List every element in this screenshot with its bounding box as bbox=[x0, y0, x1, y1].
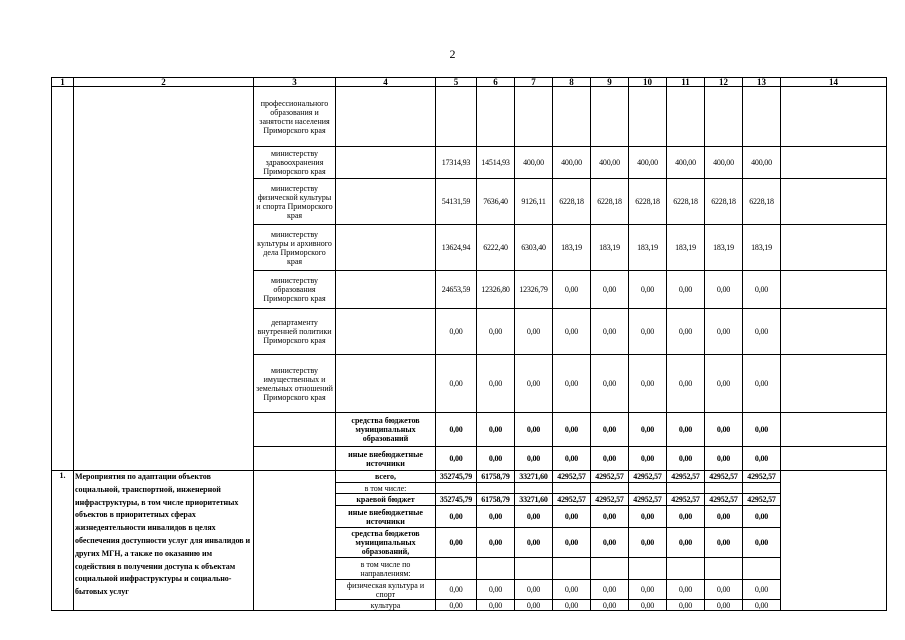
item-value-cell: 33271,60 bbox=[515, 471, 553, 483]
recipient-cell: министерству имущественных и земельных отношений Приморского края bbox=[254, 355, 336, 413]
value-cell: 0,00 bbox=[591, 271, 629, 309]
value-cell: 0,00 bbox=[743, 355, 781, 413]
header-cell: 3 bbox=[254, 78, 336, 87]
value-cell: 400,00 bbox=[705, 147, 743, 179]
item-value-cell: 0,00 bbox=[591, 580, 629, 600]
value-cell: 7636,40 bbox=[477, 179, 515, 225]
item-value-cell: 0,00 bbox=[591, 600, 629, 611]
table-row bbox=[52, 87, 887, 147]
item-value-cell: 0,00 bbox=[743, 528, 781, 558]
item-value-cell: 0,00 bbox=[515, 528, 553, 558]
value-cell: 0,00 bbox=[743, 309, 781, 355]
page-number: 2 bbox=[449, 47, 456, 61]
item-value-cell bbox=[667, 483, 705, 494]
value-cell: 0,00 bbox=[515, 309, 553, 355]
item-value-cell bbox=[477, 483, 515, 494]
item-value-cell: 352745,79 bbox=[436, 494, 477, 506]
col14-cell bbox=[781, 271, 887, 309]
value-cell: 0,00 bbox=[553, 355, 591, 413]
value-cell: 0,00 bbox=[591, 355, 629, 413]
item-value-cell: 0,00 bbox=[515, 600, 553, 611]
item-value-cell bbox=[591, 558, 629, 580]
value-cell: 0,00 bbox=[629, 271, 667, 309]
col14-cell bbox=[781, 309, 887, 355]
value-cell: 0,00 bbox=[743, 447, 781, 471]
item-number: 1. bbox=[52, 471, 74, 611]
item-value-cell: 0,00 bbox=[553, 600, 591, 611]
item-value-cell bbox=[591, 483, 629, 494]
item-value-cell bbox=[705, 483, 743, 494]
col2-cell bbox=[74, 87, 254, 471]
value-cell: 183,19 bbox=[743, 225, 781, 271]
item-value-cell: 0,00 bbox=[667, 506, 705, 528]
item-value-cell: 0,00 bbox=[705, 600, 743, 611]
value-cell: 400,00 bbox=[667, 147, 705, 179]
value-cell: 0,00 bbox=[667, 309, 705, 355]
col14-cell bbox=[781, 413, 887, 447]
header-cell: 14 bbox=[781, 78, 887, 87]
value-cell: 0,00 bbox=[553, 309, 591, 355]
item-value-cell bbox=[629, 483, 667, 494]
item-value-cell: 0,00 bbox=[436, 528, 477, 558]
value-cell: 183,19 bbox=[667, 225, 705, 271]
item-value-cell: 0,00 bbox=[515, 580, 553, 600]
item-value-cell: 0,00 bbox=[629, 528, 667, 558]
value-cell: 0,00 bbox=[629, 309, 667, 355]
item-value-cell bbox=[743, 483, 781, 494]
item-source-cell: всего, bbox=[336, 471, 436, 483]
header-cell: 13 bbox=[743, 78, 781, 87]
item-value-cell: 0,00 bbox=[436, 580, 477, 600]
item-value-cell: 42952,57 bbox=[553, 471, 591, 483]
source-cell bbox=[336, 179, 436, 225]
item-value-cell: 0,00 bbox=[705, 580, 743, 600]
item-value-cell bbox=[477, 558, 515, 580]
item-value-cell bbox=[515, 483, 553, 494]
source-cell bbox=[336, 225, 436, 271]
value-cell: 0,00 bbox=[705, 355, 743, 413]
item-source-cell: в том числе по направлениям: bbox=[336, 558, 436, 580]
item-value-cell: 0,00 bbox=[477, 506, 515, 528]
value-cell: 6228,18 bbox=[743, 179, 781, 225]
value-cell: 0,00 bbox=[667, 271, 705, 309]
value-cell: 6228,18 bbox=[667, 179, 705, 225]
value-cell: 400,00 bbox=[553, 147, 591, 179]
item-value-cell: 0,00 bbox=[553, 580, 591, 600]
value-cell: 0,00 bbox=[553, 271, 591, 309]
item-value-cell bbox=[436, 483, 477, 494]
value-cell bbox=[629, 87, 667, 147]
item-value-cell: 0,00 bbox=[436, 506, 477, 528]
source-cell: средства бюджетов муниципальных образований bbox=[336, 413, 436, 447]
value-cell: 0,00 bbox=[515, 355, 553, 413]
item-value-cell: 0,00 bbox=[667, 528, 705, 558]
item-source-cell: физическая культура и спорт bbox=[336, 580, 436, 600]
item-value-cell: 0,00 bbox=[743, 580, 781, 600]
value-cell: 183,19 bbox=[553, 225, 591, 271]
item-value-cell: 352745,79 bbox=[436, 471, 477, 483]
item-value-cell: 42952,57 bbox=[591, 494, 629, 506]
item-value-cell: 33271,60 bbox=[515, 494, 553, 506]
value-cell: 0,00 bbox=[743, 271, 781, 309]
col14-cell bbox=[781, 147, 887, 179]
value-cell: 0,00 bbox=[553, 413, 591, 447]
value-cell: 0,00 bbox=[436, 447, 477, 471]
value-cell: 6228,18 bbox=[705, 179, 743, 225]
value-cell: 183,19 bbox=[629, 225, 667, 271]
item-value-cell bbox=[553, 483, 591, 494]
item-source-cell: иные внебюджетные источники bbox=[336, 506, 436, 528]
value-cell: 0,00 bbox=[477, 413, 515, 447]
item-value-cell: 0,00 bbox=[553, 528, 591, 558]
item-title: Мероприятия по адаптации объектов социальной, транспортной, инженерной инфраструктуры, в том числе приоритетных объектов в приоритетных сферах жизнедеятельности инвалидов в целях обеспечения доступности услуг для инвалидов и других МГН, а также по оказанию им содействия в получении доступа к объектам социальной инфраструктуры и социально-бытовых услуг bbox=[74, 471, 254, 611]
value-cell: 0,00 bbox=[667, 355, 705, 413]
item-source-cell: в том числе: bbox=[336, 483, 436, 494]
item-value-cell: 42952,57 bbox=[553, 494, 591, 506]
value-cell: 400,00 bbox=[515, 147, 553, 179]
value-cell bbox=[591, 87, 629, 147]
value-cell: 0,00 bbox=[436, 413, 477, 447]
item-value-cell bbox=[436, 558, 477, 580]
value-cell: 6228,18 bbox=[553, 179, 591, 225]
item-source-cell: культура bbox=[336, 600, 436, 611]
item-value-cell: 42952,57 bbox=[629, 494, 667, 506]
header-row bbox=[52, 78, 887, 87]
col14-cell bbox=[781, 355, 887, 413]
item-value-cell: 61758,79 bbox=[477, 471, 515, 483]
header-cell: 8 bbox=[553, 78, 591, 87]
value-cell bbox=[667, 87, 705, 147]
recipient-cell: министерству физической культуры и спорта Приморского края bbox=[254, 179, 336, 225]
item-value-cell: 0,00 bbox=[743, 506, 781, 528]
item-value-cell: 0,00 bbox=[629, 580, 667, 600]
value-cell: 6228,18 bbox=[629, 179, 667, 225]
value-cell bbox=[436, 87, 477, 147]
value-cell: 0,00 bbox=[591, 309, 629, 355]
header-cell: 4 bbox=[336, 78, 436, 87]
value-cell bbox=[705, 87, 743, 147]
value-cell: 54131,59 bbox=[436, 179, 477, 225]
header-cell: 1 bbox=[52, 78, 74, 87]
item-value-cell bbox=[743, 558, 781, 580]
col1-cell bbox=[52, 87, 74, 471]
item-recipient-cell bbox=[254, 471, 336, 611]
value-cell: 0,00 bbox=[591, 413, 629, 447]
item-value-cell: 42952,57 bbox=[705, 494, 743, 506]
item-value-cell: 0,00 bbox=[705, 506, 743, 528]
item-value-cell: 0,00 bbox=[436, 600, 477, 611]
value-cell: 9126,11 bbox=[515, 179, 553, 225]
item-source-cell: средства бюджетов муниципальных образований, bbox=[336, 528, 436, 558]
value-cell: 0,00 bbox=[591, 447, 629, 471]
header-cell: 12 bbox=[705, 78, 743, 87]
header-cell: 7 bbox=[515, 78, 553, 87]
value-cell: 6303,40 bbox=[515, 225, 553, 271]
value-cell bbox=[515, 87, 553, 147]
header-cell: 9 bbox=[591, 78, 629, 87]
value-cell: 0,00 bbox=[436, 309, 477, 355]
item-value-cell bbox=[629, 558, 667, 580]
value-cell: 183,19 bbox=[705, 225, 743, 271]
item-value-cell: 42952,57 bbox=[743, 471, 781, 483]
item-value-cell: 0,00 bbox=[629, 600, 667, 611]
value-cell: 0,00 bbox=[667, 447, 705, 471]
value-cell bbox=[553, 87, 591, 147]
recipient-cell bbox=[254, 413, 336, 447]
value-cell: 13624,94 bbox=[436, 225, 477, 271]
item-value-cell: 42952,57 bbox=[591, 471, 629, 483]
item-value-cell: 42952,57 bbox=[743, 494, 781, 506]
value-cell: 400,00 bbox=[743, 147, 781, 179]
value-cell: 14514,93 bbox=[477, 147, 515, 179]
item-value-cell: 0,00 bbox=[477, 600, 515, 611]
source-cell: иные внебюджетные источники bbox=[336, 447, 436, 471]
col14-cell bbox=[781, 225, 887, 271]
header-cell: 5 bbox=[436, 78, 477, 87]
recipient-cell: министерству образования Приморского края bbox=[254, 271, 336, 309]
item-value-cell: 0,00 bbox=[629, 506, 667, 528]
value-cell: 0,00 bbox=[477, 309, 515, 355]
item-value-cell bbox=[515, 558, 553, 580]
recipient-cell bbox=[254, 447, 336, 471]
value-cell: 6228,18 bbox=[591, 179, 629, 225]
value-cell: 0,00 bbox=[515, 413, 553, 447]
value-cell bbox=[743, 87, 781, 147]
value-cell: 17314,93 bbox=[436, 147, 477, 179]
value-cell bbox=[477, 87, 515, 147]
value-cell: 0,00 bbox=[629, 447, 667, 471]
source-cell bbox=[336, 355, 436, 413]
value-cell: 0,00 bbox=[629, 355, 667, 413]
item-value-cell: 0,00 bbox=[591, 506, 629, 528]
item-value-cell: 42952,57 bbox=[667, 494, 705, 506]
value-cell: 6222,40 bbox=[477, 225, 515, 271]
item-value-cell: 0,00 bbox=[667, 600, 705, 611]
item-value-cell: 61758,79 bbox=[477, 494, 515, 506]
value-cell: 0,00 bbox=[477, 447, 515, 471]
item-value-cell: 0,00 bbox=[477, 580, 515, 600]
recipient-cell: департаменту внутренней политики Приморского края bbox=[254, 309, 336, 355]
col14-cell bbox=[781, 447, 887, 471]
item-source-cell: краевой бюджет bbox=[336, 494, 436, 506]
item-value-cell: 0,00 bbox=[667, 580, 705, 600]
value-cell: 0,00 bbox=[553, 447, 591, 471]
source-cell bbox=[336, 271, 436, 309]
item-value-cell bbox=[667, 558, 705, 580]
recipient-cell: министерству здравоохранения Приморского края bbox=[254, 147, 336, 179]
col14-cell bbox=[781, 87, 887, 147]
source-cell bbox=[336, 87, 436, 147]
header-cell: 2 bbox=[74, 78, 254, 87]
value-cell: 0,00 bbox=[667, 413, 705, 447]
item-col14-cell bbox=[781, 471, 887, 611]
item-value-cell: 42952,57 bbox=[667, 471, 705, 483]
value-cell: 24653,59 bbox=[436, 271, 477, 309]
item-row bbox=[52, 471, 887, 483]
value-cell: 0,00 bbox=[629, 413, 667, 447]
item-value-cell: 0,00 bbox=[515, 506, 553, 528]
item-value-cell: 42952,57 bbox=[629, 471, 667, 483]
source-cell bbox=[336, 309, 436, 355]
value-cell: 0,00 bbox=[705, 271, 743, 309]
value-cell: 0,00 bbox=[705, 413, 743, 447]
item-value-cell bbox=[553, 558, 591, 580]
value-cell: 0,00 bbox=[705, 447, 743, 471]
value-cell: 12326,80 bbox=[477, 271, 515, 309]
header-cell: 6 bbox=[477, 78, 515, 87]
item-value-cell: 0,00 bbox=[477, 528, 515, 558]
budget-table bbox=[51, 77, 887, 611]
value-cell: 183,19 bbox=[591, 225, 629, 271]
value-cell: 0,00 bbox=[515, 447, 553, 471]
header-cell: 11 bbox=[667, 78, 705, 87]
value-cell: 0,00 bbox=[436, 355, 477, 413]
value-cell: 0,00 bbox=[705, 309, 743, 355]
source-cell bbox=[336, 147, 436, 179]
recipient-cell: профессионального образования и занятости населения Приморского края bbox=[254, 87, 336, 147]
value-cell: 400,00 bbox=[629, 147, 667, 179]
item-value-cell: 0,00 bbox=[553, 506, 591, 528]
col14-cell bbox=[781, 179, 887, 225]
value-cell: 12326,79 bbox=[515, 271, 553, 309]
value-cell: 0,00 bbox=[477, 355, 515, 413]
item-value-cell: 0,00 bbox=[705, 528, 743, 558]
item-value-cell: 0,00 bbox=[591, 528, 629, 558]
item-value-cell bbox=[705, 558, 743, 580]
item-value-cell: 0,00 bbox=[743, 600, 781, 611]
item-value-cell: 42952,57 bbox=[705, 471, 743, 483]
value-cell: 0,00 bbox=[743, 413, 781, 447]
header-cell: 10 bbox=[629, 78, 667, 87]
recipient-cell: министерству культуры и архивного дела Приморского края bbox=[254, 225, 336, 271]
value-cell: 400,00 bbox=[591, 147, 629, 179]
